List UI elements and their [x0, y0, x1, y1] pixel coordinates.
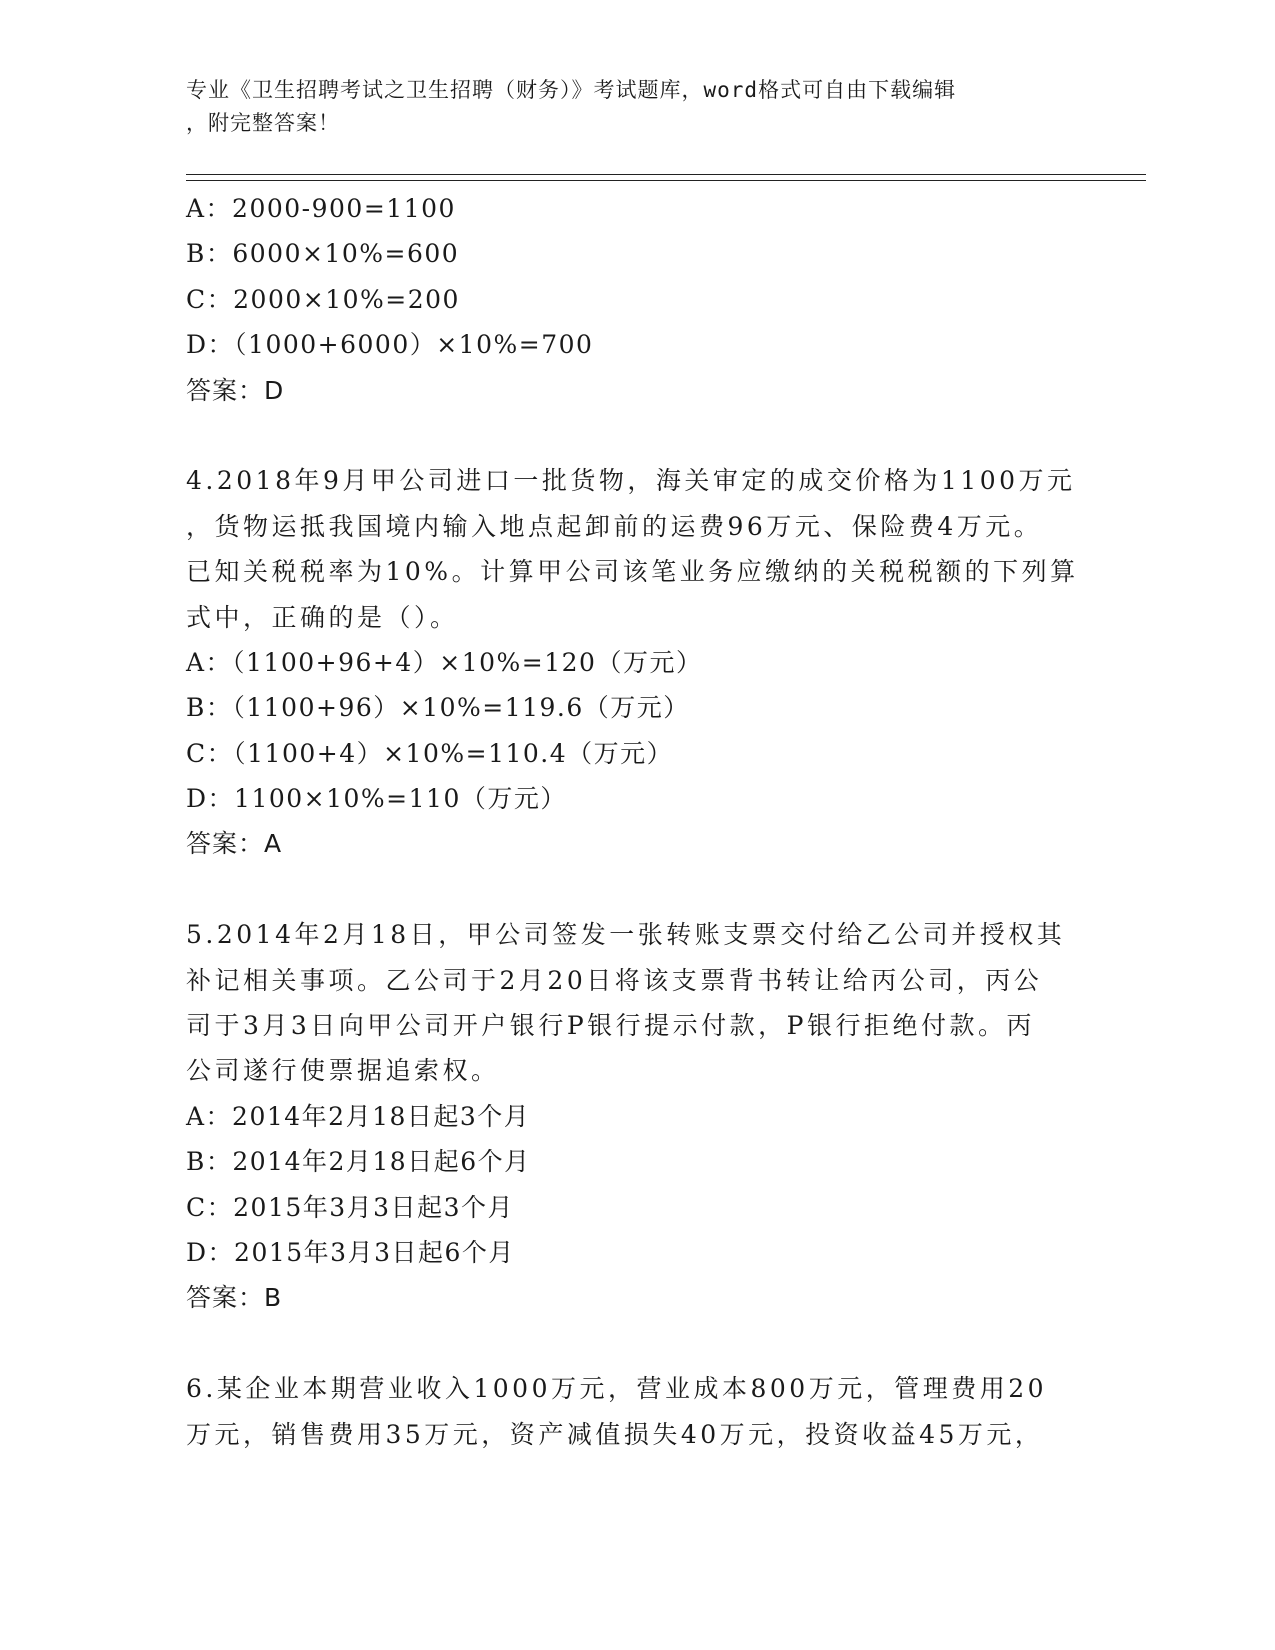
- question-4: [186, 458, 1086, 867]
- answer-line: 答案：A: [186, 829, 283, 859]
- question-text-line: 6.某企业本期营业收入1000万元，营业成本800万元，管理费用20: [186, 1374, 1048, 1404]
- option-d: D：（1000+6000）×10%=700: [186, 330, 594, 360]
- header-line-2: ，附完整答案！: [186, 111, 340, 135]
- option-a: A：（1100+96+4）×10%=120（万元）: [186, 647, 703, 677]
- option-b: B：（1100+96）×10%=119.6（万元）: [186, 693, 690, 723]
- question-text-line: 补记相关事项。乙公司于2月20日将该支票背书转让给丙公司，丙公: [186, 965, 1043, 995]
- header-divider-top: [186, 174, 1146, 175]
- question-text-line: 万元，销售费用35万元，资产减值损失40万元，投资收益45万元，: [186, 1419, 1044, 1449]
- option-c: C：2015年3月3日起3个月: [186, 1192, 514, 1222]
- option-a: A：2014年2月18日起3个月: [186, 1101, 531, 1131]
- option-c: C：2000×10%=200: [186, 284, 460, 314]
- question-text-line: 4.2018年9月甲公司进口一批货物，海关审定的成交价格为1100万元: [186, 466, 1076, 496]
- question-6: [186, 1366, 1086, 1457]
- spacer: [186, 413, 1086, 458]
- question-text-line: 5.2014年2月18日，甲公司签发一张转账支票交付给乙公司并授权其: [186, 920, 1066, 950]
- spacer: [186, 1321, 1086, 1366]
- question-text-line: 公司遂行使票据追索权。: [186, 1056, 500, 1086]
- option-d: D：1100×10%=110（万元）: [186, 784, 567, 814]
- option-a: A：2000-900=1100: [186, 194, 456, 223]
- option-b: B：6000×10%=600: [186, 239, 460, 269]
- option-b: B：2014年2月18日起6个月: [186, 1147, 531, 1177]
- document-header: [186, 74, 1066, 140]
- question-text-line: ，货物运抵我国境内输入地点起卸前的运费96万元、保险费4万元。: [186, 511, 1043, 541]
- question-text-line: 已知关税税率为10%。计算甲公司该笔业务应缴纳的关税税额的下列算: [186, 557, 1079, 587]
- question-text-line: 式中，正确的是（）。: [186, 602, 459, 632]
- spacer: [186, 867, 1086, 912]
- question-5: [186, 912, 1086, 1321]
- answer-line: 答案：D: [186, 375, 285, 405]
- header-line-1: 专业《卫生招聘考试之卫生招聘（财务）》考试题库，word格式可自由下载编辑: [186, 78, 957, 102]
- document-body: [186, 186, 1086, 1457]
- answer-line: 答案：B: [186, 1283, 283, 1313]
- option-c: C：（1100+4）×10%=110.4（万元）: [186, 738, 674, 768]
- option-d: D：2015年3月3日起6个月: [186, 1237, 515, 1267]
- question-text-line: 司于3月3日向甲公司开户银行P银行提示付款，P银行拒绝付款。丙: [186, 1011, 1035, 1041]
- header-divider-bottom: [186, 180, 1146, 181]
- question-3: [186, 186, 1086, 413]
